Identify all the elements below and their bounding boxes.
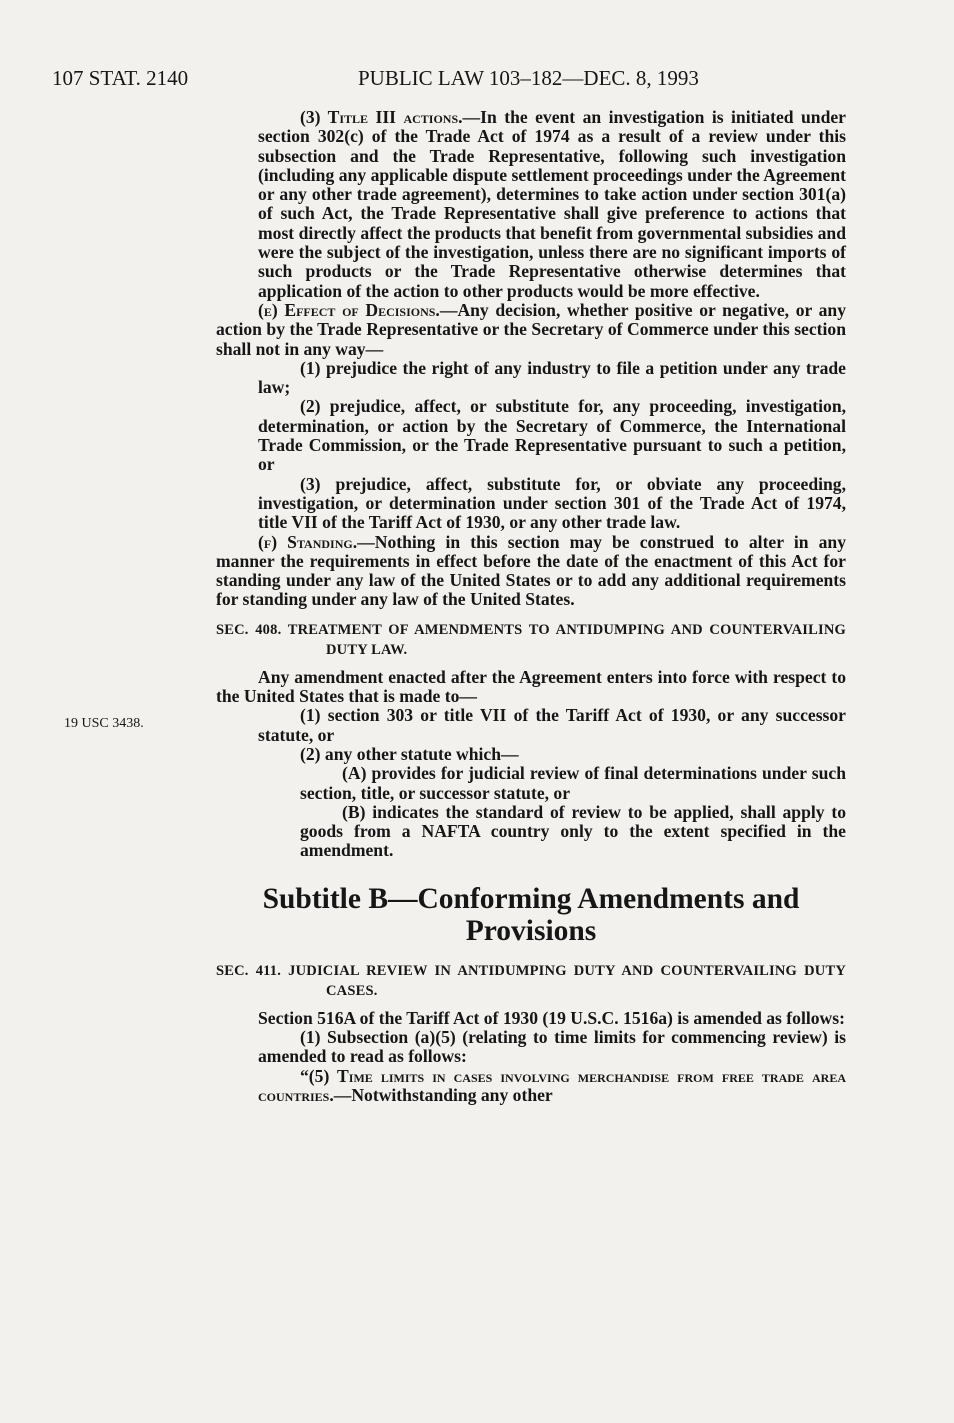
subsection-e [216,301,846,359]
paragraph-e2: (2) prejudice, affect, or substitute for, any proceeding, investigation, determination, or action by the Secretary of Commerce, the International Trade Commission, or the Trade Representative pursuant to such a petition, or [258,396,846,475]
subtitle-heading: Subtitle B—Conforming Amendments and Provisions [262,882,800,947]
subsection-f [216,533,846,610]
section-408-item-A: (A) provides for judicial review of final determinations under such section, title, or successor statute, or [300,763,846,803]
section-408-item-1: (1) section 303 or title VII of the Tariff Act of 1930, or any successor statute, or [258,705,846,745]
subsection-f-text: —Nothing in this section may be construed to alter in any manner the requirements in effect before the date of the enactment of this Act for standing under any law of the United States or to add any additional requirements for standing under any law of the United States. [216,531,847,610]
paragraph-d3-heading: (3) Title III actions. [300,107,463,127]
paragraph-d3-text: —In the event an investigation is initiated under section 302(c) of the Trade Act of 1974 as a result of a review under this subsection and the Trade Representative, following such investigation (including any applicable dispute settlement proceedings under the Agreement or any other trade agreement), determines to take action under section 301(a) of such Act, the Trade Representative shall give preference to actions that most directly affect the products that benefit from governmental subsidies and were the subject of the investigation, unless there are no significant imports of such products or the Trade Representative otherwise determines that application of the action to other products would be more effective. [258,107,846,301]
section-411-item-1: (1) Subsection (a)(5) (relating to time limits for commencing review) is amended to read as follows: [258,1026,846,1067]
statute-page-number: 107 STAT. 2140 [52,66,189,90]
section-408-item-B: (B) indicates the standard of review to be applied, shall apply to goods from a NAFTA country only to the extent specified in the amendment. [300,801,846,861]
paragraph-e1: (1) prejudice the right of any industry to file a petition under any trade law; [258,357,846,398]
paragraph-e3: (3) prejudice, affect, substitute for, or obviate any proceeding, investigation, or determination under section 301 of the Trade Act of 1974, title VII of the Tariff Act of 1930, or any other trade law. [258,473,846,533]
subsection-e-text: —Any decision, whether positive or negative, or any action by the Trade Representative or the Secretary of Commerce under this section shall not in any way— [216,299,846,359]
section-411-intro: Section 516A of the Tariff Act of 1930 (19 U.S.C. 1516a) is amended as follows: [258,1007,845,1028]
section-408-heading: SEC. 408. TREATMENT OF AMENDMENTS TO ANTIDUMPING AND COUNTERVAILING DUTY LAW. [216,621,846,658]
section-411-item-5 [216,1067,846,1106]
subsection-e-heading: (e) Effect of Decisions. [258,299,440,320]
section-408-intro: Any amendment enacted after the Agreement enters into force with respect to the United States that is made to— [216,666,846,707]
public-law-citation: PUBLIC LAW 103–182—DEC. 8, 1993 [358,66,699,90]
usc-margin-note: 19 USC 3438. [64,716,144,731]
body-text [216,108,846,1105]
subsection-f-heading: (f) Standing. [258,531,358,552]
paragraph-d3 [216,108,846,301]
section-411-item-5-heading: “(5) Time limits in cases involving merchandise from free trade area countries. [258,1065,846,1105]
section-411-heading: SEC. 411. JUDICIAL REVIEW IN ANTIDUMPING DUTY AND COUNTERVAILING DUTY CASES. [216,962,846,999]
section-411-item-5-text: —Notwithstanding any other [333,1084,553,1105]
section-408-item-2: (2) any other statute which— [300,743,519,764]
